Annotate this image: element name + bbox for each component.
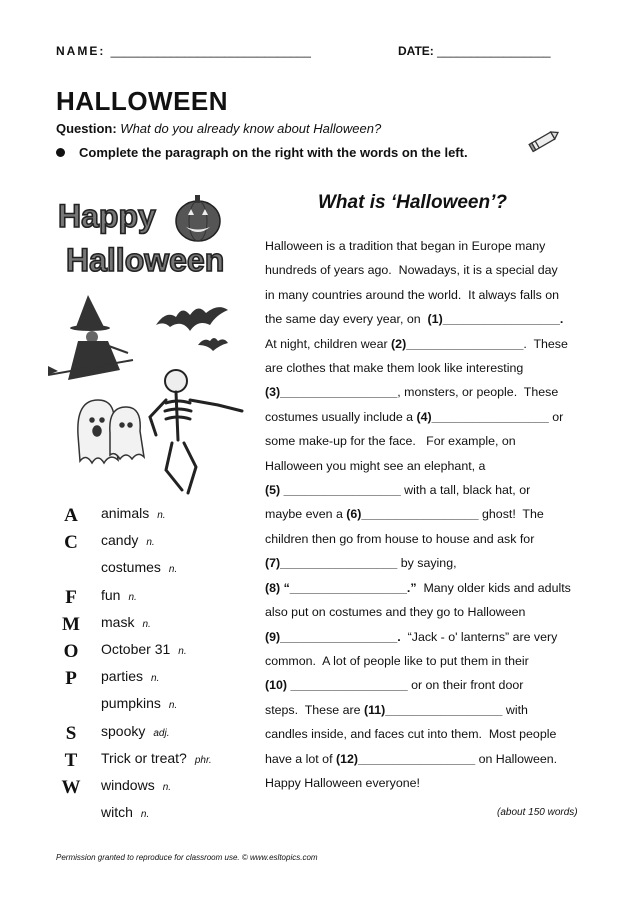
- part-of-speech: n.: [151, 673, 160, 685]
- question: [56, 121, 381, 136]
- word-entry: [101, 668, 159, 684]
- passage-line: [265, 600, 595, 624]
- passage-segment: common. A lot of people like to put them in their: [265, 653, 529, 668]
- word-text: parties: [101, 668, 144, 685]
- question-text: What do you already know about Halloween?: [120, 121, 382, 136]
- instruction-text: Complete the paragraph on the right with the words on the left.: [79, 145, 468, 160]
- word-entry: [101, 559, 177, 575]
- word-entry: [101, 587, 137, 603]
- passage-segment: or: [548, 409, 564, 424]
- word-entry: [101, 505, 166, 521]
- passage-line: [265, 551, 595, 575]
- word-entry: [101, 641, 187, 657]
- passage-line: [265, 576, 595, 600]
- index-letter: F: [65, 586, 77, 608]
- passage-segment: Halloween is a tradition that began in Europe many: [265, 239, 546, 253]
- passage-line: [265, 283, 595, 307]
- passage-line: [265, 307, 595, 331]
- page-title: HALLOWEEN: [56, 86, 229, 116]
- passage-segment: children then go from house to house and ask for: [265, 531, 535, 546]
- passage-text: [265, 234, 595, 795]
- bat-icon: [156, 307, 228, 351]
- index-letter: O: [63, 641, 79, 662]
- part-of-speech: n.: [142, 618, 151, 630]
- blank-field[interactable]: (3)_________________: [265, 385, 398, 400]
- blank-field[interactable]: (11)_________________: [363, 702, 503, 717]
- passage-segment: , monsters, or people. These: [397, 385, 559, 400]
- date-label: DATE:: [398, 44, 434, 58]
- word-entry: [101, 532, 155, 548]
- word-entry: [101, 777, 171, 793]
- part-of-speech: adj.: [153, 727, 170, 739]
- word-entry: [101, 614, 151, 630]
- name-line[interactable]: ______________________________: [110, 44, 311, 58]
- word-text: animals: [101, 505, 150, 521]
- word-list-item: [57, 750, 257, 777]
- passage-segment: also put on costumes and they go to Halloween: [265, 605, 526, 620]
- word-list-item: [57, 641, 257, 668]
- halloween-clipart: [48, 185, 248, 500]
- passage-line: [265, 478, 595, 502]
- passage-segment: with: [502, 702, 528, 717]
- word-list-item: [57, 804, 257, 831]
- word-list-item: [57, 587, 257, 614]
- blank-field[interactable]: (5) _________________: [265, 483, 401, 498]
- blank-field[interactable]: (7)_________________: [265, 556, 398, 571]
- blank-field[interactable]: (4)_________________: [416, 409, 549, 424]
- passage-title: What is ‘Halloween’?: [318, 192, 507, 213]
- passage-segment: in many countries around the world. It always falls on: [265, 287, 560, 302]
- bullet-icon: [56, 148, 65, 157]
- passage-segment: by saying,: [397, 556, 457, 571]
- passage-segment: . These: [523, 336, 568, 351]
- passage-segment: Happy Halloween everyone!: [265, 775, 420, 790]
- word-text: pumpkins: [101, 695, 161, 712]
- passage-line: [265, 625, 595, 649]
- word-list-item: [57, 668, 257, 695]
- word-text: Trick or treat?: [101, 749, 187, 766]
- passage-line: [265, 698, 595, 722]
- passage-line: [265, 405, 595, 429]
- word-list-item: [57, 559, 257, 586]
- passage-segment: maybe even a: [265, 507, 347, 522]
- logo-line2: Halloween: [66, 242, 225, 278]
- word-text: costumes: [101, 559, 161, 576]
- pencil-icon: [528, 126, 562, 154]
- word-text: candy: [101, 532, 139, 549]
- name-field: [56, 44, 311, 58]
- index-letter: C: [64, 532, 78, 554]
- index-letter: M: [62, 613, 80, 635]
- passage-segment: costumes usually include a: [265, 409, 417, 424]
- word-text: witch: [101, 804, 133, 821]
- word-list-item: [57, 695, 257, 722]
- blank-field[interactable]: (8) “_________________.”: [265, 580, 417, 595]
- passage-line: [265, 234, 595, 258]
- word-text: windows: [101, 777, 155, 793]
- blank-field[interactable]: (6)_________________: [346, 507, 479, 522]
- word-list-item: [57, 505, 257, 532]
- word-text: fun: [101, 586, 121, 603]
- index-letter: P: [65, 668, 77, 690]
- blank-field[interactable]: (10) _________________: [265, 678, 408, 693]
- passage-line: [265, 502, 595, 526]
- instruction: [56, 145, 468, 160]
- passage-segment: the same day every year, on: [265, 312, 428, 327]
- blank-field[interactable]: (9)_________________.: [265, 629, 401, 644]
- index-letter: A: [64, 505, 78, 526]
- passage-segment: ghost! The: [478, 507, 544, 522]
- passage-segment: steps. These are: [265, 702, 364, 717]
- part-of-speech: phr.: [194, 754, 212, 766]
- witch-icon: [48, 295, 133, 380]
- word-list-item: [57, 532, 257, 559]
- passage-segment: At night, children wear: [265, 336, 392, 351]
- passage-line: [265, 722, 595, 746]
- passage-segment: hundreds of years ago. Nowadays, it is a special day: [265, 263, 558, 278]
- word-list-item: [57, 614, 257, 641]
- passage-line: [265, 771, 595, 795]
- part-of-speech: n.: [128, 591, 137, 603]
- index-letter: T: [64, 749, 78, 771]
- word-text: spooky: [101, 722, 146, 739]
- passage-segment: Many older kids and adults: [416, 580, 571, 595]
- word-text: October 31: [101, 641, 171, 657]
- footer-note: Permission granted to reproduce for classroom use. © www.esltopics.com: [56, 853, 318, 862]
- word-entry: [101, 750, 212, 766]
- skeleton-icon: [150, 370, 242, 493]
- logo-line1: Happy: [58, 198, 156, 234]
- blank-field[interactable]: (1)_________________.: [427, 312, 564, 327]
- passage-line: [265, 258, 595, 282]
- passage-line: [265, 332, 595, 356]
- passage-line: [265, 747, 595, 771]
- passage-line: [265, 527, 595, 551]
- part-of-speech: n.: [168, 564, 178, 576]
- passage-line: [265, 673, 595, 697]
- passage-line: [265, 429, 595, 453]
- blank-field[interactable]: (12)_________________: [335, 751, 476, 766]
- word-entry: [101, 804, 149, 820]
- part-of-speech: n.: [162, 782, 172, 793]
- passage-segment: “Jack - o' lanterns” are very: [400, 629, 558, 644]
- passage-segment: or on their front door: [407, 678, 524, 693]
- name-label: NAME:: [56, 44, 106, 58]
- passage-segment: have a lot of: [265, 751, 336, 766]
- date-line[interactable]: _________________: [437, 44, 551, 58]
- word-count: (about 150 words): [497, 807, 578, 818]
- pumpkin-icon: [176, 195, 220, 241]
- passage-segment: Halloween you might see an elephant, a: [265, 458, 486, 473]
- index-letter: W: [61, 777, 81, 798]
- part-of-speech: n.: [146, 537, 155, 549]
- passage-line: [265, 380, 595, 404]
- passage-line: [265, 454, 595, 478]
- passage-segment: some make-up for the face. For example, on: [265, 434, 516, 449]
- date-field: [398, 44, 551, 58]
- part-of-speech: n.: [168, 700, 178, 712]
- index-letter: S: [65, 722, 77, 744]
- passage-line: [265, 356, 595, 380]
- part-of-speech: n.: [157, 510, 166, 521]
- ghost-icon: [78, 400, 144, 463]
- word-text: mask: [101, 613, 135, 630]
- word-entry: [101, 723, 169, 739]
- passage-segment: on Halloween.: [475, 751, 558, 766]
- word-entry: [101, 695, 177, 711]
- passage-segment: candles inside, and faces cut into them. Most people: [265, 727, 557, 742]
- question-label: Question:: [56, 121, 117, 136]
- passage-segment: are clothes that make them look like interesting: [265, 361, 524, 376]
- part-of-speech: n.: [178, 646, 187, 657]
- passage-line: [265, 649, 595, 673]
- word-list-item: [57, 777, 257, 804]
- word-list-item: [57, 723, 257, 750]
- passage-segment: with a tall, black hat, or: [400, 483, 531, 498]
- part-of-speech: n.: [140, 809, 150, 821]
- blank-field[interactable]: (2)_________________: [391, 336, 524, 351]
